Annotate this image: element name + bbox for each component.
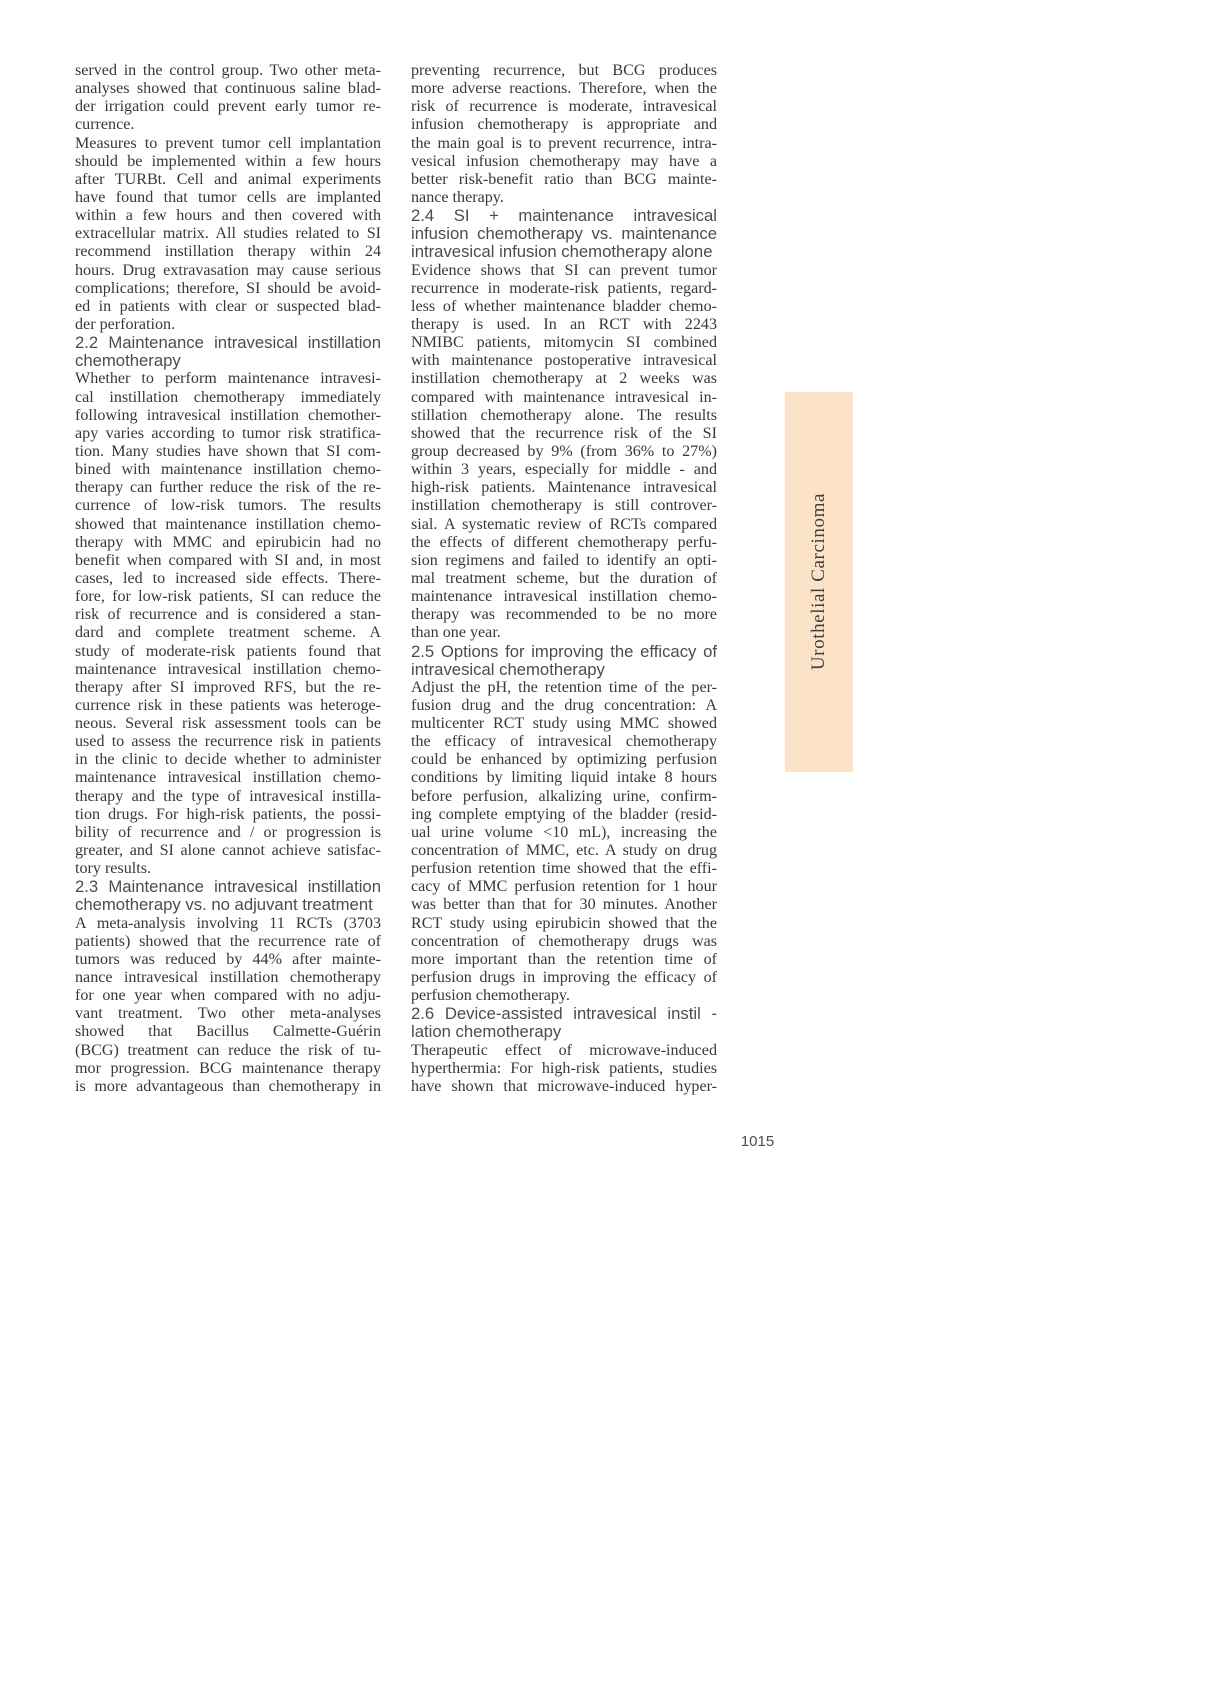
- body-text-line: (BCG) treatment can reduce the risk of tu-: [75, 1041, 381, 1059]
- body-text-line: therapy and the type of intravesical instilla-: [75, 787, 381, 805]
- body-text-line: patients) showed that the recurrence rate of: [75, 932, 381, 950]
- body-text-line: ing complete emptying of the bladder (resid-: [411, 805, 717, 823]
- section-heading-line: 2.2 Maintenance intravesical instillation: [75, 334, 381, 353]
- body-text-line: der perforation.: [75, 315, 176, 333]
- section-heading-line: 2.6 Device-assisted intravesical instil -: [411, 1005, 717, 1024]
- body-text-line: currence risk in these patients was heteroge-: [75, 696, 381, 714]
- body-text-line: better risk-benefit ratio than BCG mainte-: [411, 170, 717, 188]
- body-text-line: tory results.: [75, 860, 151, 878]
- body-text-line: less of whether maintenance bladder chemo-: [411, 297, 717, 315]
- section-heading-line: lation chemotherapy: [411, 1023, 562, 1042]
- body-text-line: apy varies according to tumor risk stratifica-: [75, 424, 381, 442]
- section-heading-line: 2.3 Maintenance intravesical instillation: [75, 878, 381, 897]
- body-text-line: sial. A systematic review of RCTs compared: [411, 515, 717, 533]
- body-text-line: risk of recurrence and is considered a stan-: [75, 606, 381, 624]
- chapter-tab-label: Urothelial Carcinoma: [808, 493, 829, 671]
- body-text-line: the efficacy of intravesical chemotherapy: [411, 733, 717, 751]
- body-text-line: mor progression. BCG maintenance therapy: [75, 1059, 381, 1077]
- body-text-line: served in the control group. Two other meta-: [75, 62, 381, 79]
- body-text-line: fore, for low-risk patients, SI can reduce the: [75, 588, 381, 606]
- body-text-line: NMIBC patients, mitomycin SI combined: [411, 334, 717, 352]
- body-text-line: multicenter RCT study using MMC showed: [411, 715, 717, 733]
- body-text-line: is more advantageous than chemotherapy in: [75, 1077, 381, 1095]
- body-text-line: extracellular matrix. All studies related to SI: [75, 225, 381, 243]
- body-text-line: stillation chemotherapy alone. The results: [411, 406, 717, 424]
- body-text-line: vant treatment. Two other meta-analyses: [75, 1005, 381, 1023]
- body-text-line: maintenance intravesical instillation chemo-: [411, 588, 717, 606]
- body-text-line: RCT study using epirubicin showed that the: [411, 914, 717, 932]
- body-text-line: mal treatment scheme, but the duration of: [411, 569, 717, 587]
- body-text-line: maintenance intravesical instillation chemo-: [75, 769, 381, 787]
- body-text-line: could be enhanced by optimizing perfusion: [411, 751, 717, 769]
- body-text-line: cal instillation chemotherapy immediately: [75, 388, 381, 406]
- chapter-thumb-tab: [785, 392, 853, 772]
- body-text-line: used to assess the recurrence risk in patients: [75, 733, 381, 751]
- body-text-line: concentration of chemotherapy drugs was: [411, 932, 717, 950]
- body-text-line: preventing recurrence, but BCG produces: [411, 62, 717, 79]
- body-text-line: Whether to perform maintenance intravesi-: [75, 370, 381, 388]
- body-text-line: recurrence in moderate-risk patients, regard-: [411, 279, 717, 297]
- body-text-line: Evidence shows that SI can prevent tumor: [411, 261, 717, 279]
- body-text-line: group decreased by 9% (from 36% to 27%): [411, 442, 717, 460]
- body-text-line: conditions by limiting liquid intake 8 hours: [411, 769, 717, 787]
- body-text-line: the main goal is to prevent recurrence, intra-: [411, 134, 717, 152]
- text-column-right: [411, 62, 717, 1096]
- body-text-line: infusion chemotherapy is appropriate and: [411, 116, 717, 134]
- body-text-line: compared with maintenance intravesical in-: [411, 388, 717, 406]
- body-text-line: Adjust the pH, the retention time of the per-: [411, 678, 717, 696]
- body-text-line: within a few hours and then covered with: [75, 207, 381, 225]
- body-text-line: greater, and SI alone cannot achieve satisfac-: [75, 842, 381, 860]
- section-heading-line: chemotherapy vs. no adjuvant treatment: [75, 896, 373, 915]
- body-text-line: high-risk patients. Maintenance intravesical: [411, 479, 717, 497]
- body-text-line: cases, led to increased side effects. There-: [75, 569, 381, 587]
- body-text-line: nance intravesical instillation chemotherapy: [75, 969, 381, 987]
- body-text-line: ual urine volume <10 mL), increasing the: [411, 823, 717, 841]
- section-heading-line: intravesical chemotherapy: [411, 660, 605, 679]
- body-text-line: currence of low-risk tumors. The results: [75, 497, 381, 515]
- body-text-line: bined with maintenance instillation chemo-: [75, 461, 381, 479]
- body-text-line: hyperthermia: For high-risk patients, studies: [411, 1059, 717, 1077]
- body-text-line: was better than that for 30 minutes. Another: [411, 896, 717, 914]
- body-text-line: vesical infusion chemotherapy may have a: [411, 152, 717, 170]
- section-heading-line: chemotherapy: [75, 352, 181, 371]
- body-text-line: therapy with MMC and epirubicin had no: [75, 533, 381, 551]
- body-text-line: analyses showed that continuous saline blad-: [75, 80, 381, 98]
- body-text-line: fusion drug and the drug concentration: A: [411, 696, 717, 714]
- body-text-line: Measures to prevent tumor cell implantation: [75, 134, 381, 152]
- body-text-line: more adverse reactions. Therefore, when the: [411, 80, 717, 98]
- body-text-line: cacy of MMC perfusion retention for 1 hour: [411, 878, 717, 896]
- body-text-line: showed that the recurrence risk of the SI: [411, 424, 717, 442]
- body-text-line: instillation chemotherapy at 2 weeks was: [411, 370, 717, 388]
- body-text-line: maintenance intravesical instillation chemo-: [75, 660, 381, 678]
- body-text-line: have found that tumor cells are implanted: [75, 188, 381, 206]
- body-text-line: perfusion drugs in improving the efficacy of: [411, 969, 717, 987]
- body-text-line: instillation chemotherapy is still controver-: [411, 497, 717, 515]
- body-text-line: therapy is used. In an RCT with 2243: [411, 315, 717, 333]
- body-text-line: Therapeutic effect of microwave-induced: [411, 1041, 717, 1059]
- body-text-line: bility of recurrence and / or progression is: [75, 823, 381, 841]
- body-text-line: neous. Several risk assessment tools can be: [75, 715, 381, 733]
- body-text-line: nance therapy.: [411, 188, 504, 206]
- body-text-line: more important than the retention time of: [411, 950, 717, 968]
- section-heading-line: 2.5 Options for improving the efficacy of: [411, 642, 717, 661]
- section-heading-line: infusion chemotherapy vs. maintenance: [411, 225, 717, 244]
- body-text-line: should be implemented within a few hours: [75, 152, 381, 170]
- body-text-line: ed in patients with clear or suspected blad-: [75, 297, 381, 315]
- body-text-line: study of moderate-risk patients found that: [75, 642, 381, 660]
- body-text-line: therapy can further reduce the risk of the re-: [75, 479, 381, 497]
- body-text-line: before perfusion, alkalizing urine, confirm-: [411, 787, 717, 805]
- text-column-left: [75, 62, 381, 1096]
- body-text-line: the effects of different chemotherapy perfu-: [411, 533, 717, 551]
- body-text-line: hours. Drug extravasation may cause serious: [75, 261, 381, 279]
- body-text-line: tion drugs. For high-risk patients, the possi-: [75, 805, 381, 823]
- body-text-line: with maintenance postoperative intravesical: [411, 352, 717, 370]
- body-text-line: for one year when compared with no adju-: [75, 987, 381, 1005]
- body-text-line: benefit when compared with SI and, in most: [75, 551, 381, 569]
- body-text-line: after TURBt. Cell and animal experiments: [75, 170, 381, 188]
- body-text-line: have shown that microwave-induced hyper-: [411, 1077, 717, 1095]
- body-text-line: risk of recurrence is moderate, intravesical: [411, 98, 717, 116]
- body-text-line: within 3 years, especially for middle - and: [411, 461, 717, 479]
- body-text-line: perfusion chemotherapy.: [411, 987, 570, 1005]
- body-text-line: recommend instillation therapy within 24: [75, 243, 381, 261]
- body-text-line: complications; therefore, SI should be avoid-: [75, 279, 381, 297]
- body-text-line: showed that maintenance instillation chemo-: [75, 515, 381, 533]
- body-text-line: currence.: [75, 116, 135, 134]
- body-text-line: tion. Many studies have shown that SI com-: [75, 442, 381, 460]
- body-text-line: concentration of MMC, etc. A study on drug: [411, 842, 717, 860]
- body-text-line: in the clinic to decide whether to administer: [75, 751, 381, 769]
- body-text-line: following intravesical instillation chemother-: [75, 406, 381, 424]
- body-text-line: sion regimens and failed to identify an opti-: [411, 551, 717, 569]
- page-number: 1015: [740, 1133, 775, 1150]
- body-text-line: perfusion retention time showed that the effi-: [411, 860, 717, 878]
- body-text-line: therapy after SI improved RFS, but the re-: [75, 678, 381, 696]
- body-text-line: tumors was reduced by 44% after mainte-: [75, 950, 381, 968]
- section-heading-line: intravesical infusion chemotherapy alone: [411, 243, 713, 262]
- section-heading-line: 2.4 SI + maintenance intravesical: [411, 207, 717, 226]
- body-text-line: showed that Bacillus Calmette-Guérin: [75, 1023, 381, 1041]
- body-text-line: A meta-analysis involving 11 RCTs (3703: [75, 914, 381, 932]
- body-text-line: dard and complete treatment scheme. A: [75, 624, 381, 642]
- body-text-line: therapy was recommended to be no more: [411, 606, 717, 624]
- body-text-line: than one year.: [411, 624, 501, 642]
- body-text-line: der irrigation could prevent early tumor re-: [75, 98, 381, 116]
